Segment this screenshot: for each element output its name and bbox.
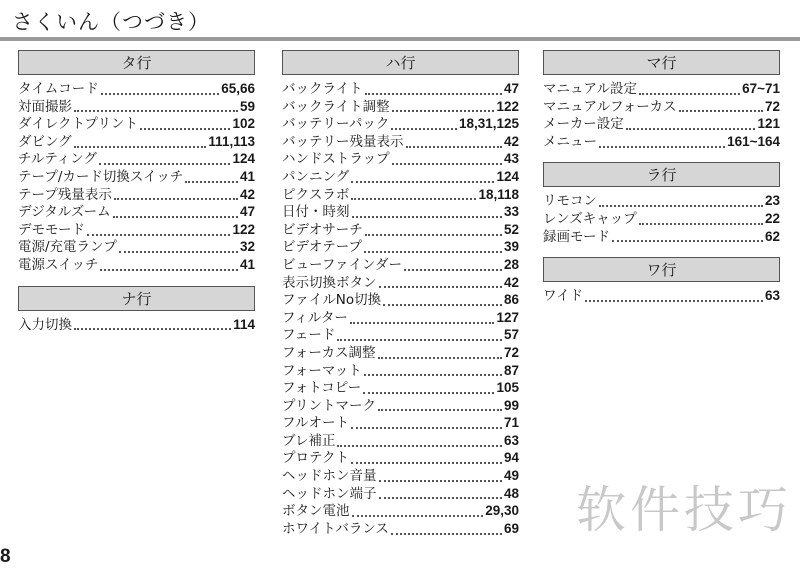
entry-term: マニュアル設定 [543,81,637,97]
leader-dots [351,423,502,429]
entry-term: ハンドストラップ [282,151,390,168]
index-entry [282,168,519,186]
leader-dots [140,124,230,130]
entry-page-ref: 65,66 [221,81,255,96]
leader-dots [639,219,763,225]
leader-dots [378,353,502,359]
entry-page-ref: 42 [503,133,519,149]
leader-dots [379,282,502,288]
leader-dots [74,106,238,112]
index-entry [18,186,255,204]
entry-page-ref: 39 [503,239,519,255]
index-entry [18,238,255,256]
section-heading: ワ行 [543,257,780,282]
leader-dots [391,124,457,130]
index-entry [282,80,519,98]
leader-dots [337,335,502,341]
index-entry [282,274,519,292]
entry-page-ref: 124 [232,151,255,167]
entry-page-ref: 127 [496,309,519,325]
entry-page-ref: 63 [503,432,519,448]
index-entry [282,467,519,485]
index-entry [18,221,255,239]
entry-term: レンズキャップ [543,210,637,227]
index-entry [543,133,780,151]
index-entry [18,115,255,133]
entry-page-ref: 62 [764,228,780,244]
index-entry [18,133,255,151]
index-entry [282,309,519,327]
index-entry [18,203,255,221]
entry-term: メニュー [543,133,597,150]
entry-page-ref: 69 [503,520,519,536]
entry-term: メーカー設定 [543,116,624,133]
entry-page-ref: 102 [232,116,255,132]
index-entry [282,115,519,133]
entry-term: 電源スイッチ [18,256,99,273]
entry-term: パンニング [282,168,350,185]
index-entry [282,98,519,116]
leader-dots [352,212,502,218]
entry-term: 電源/充電ランプ [18,239,118,256]
entry-term: プリントマーク [282,397,376,414]
index-section [282,50,519,537]
entry-page-ref: 63 [764,288,780,304]
entry-term: フォーカス調整 [282,344,376,361]
entry-page-ref: 59 [239,98,255,114]
index-entry [282,133,519,151]
index-entry [18,256,255,274]
entry-term: ビューファインダー [282,256,403,273]
index-section [18,50,255,274]
index-section [543,50,780,150]
index-entry [282,520,519,538]
entry-term: テープ/カード切換スイッチ [18,168,184,185]
entry-term: 入力切換 [18,316,72,333]
entry-term: フォーマット [282,362,362,379]
leader-dots [364,370,502,376]
index-entry [18,80,255,98]
entry-term: フルオート [282,415,349,432]
index-entry [543,80,780,98]
leader-dots [379,476,502,482]
entry-term: ダイレクトプリント [18,116,139,133]
section-heading: タ行 [18,50,255,75]
leader-dots [391,529,502,535]
entry-term: ビデオテープ [282,239,363,256]
leader-dots [74,142,207,148]
index-entry [18,316,255,334]
leader-dots [351,194,476,200]
index-entry [543,210,780,228]
index-entry [18,150,255,168]
entry-page-ref: 86 [503,292,519,308]
leader-dots [365,89,502,95]
index-entry [543,98,780,116]
entry-page-ref: 49 [503,468,519,484]
entry-term: タイムコード [18,81,99,97]
leader-dots [363,388,494,394]
entry-page-ref: 67~71 [742,81,780,96]
leader-dots [99,159,230,165]
index-entry [282,203,519,221]
entry-term: マニュアルフォーカス [543,98,677,115]
entry-term: デジタルズーム [18,204,111,221]
index-entry [282,502,519,520]
entry-term: 日付・時刻 [282,204,350,221]
entry-page-ref: 122 [496,98,519,114]
entry-term: バックライト調整 [282,98,390,115]
leader-dots [679,106,763,112]
index-entry [282,362,519,380]
entry-page-ref: 99 [503,397,519,413]
leader-dots [350,318,495,324]
entry-page-ref: 18,118 [478,186,519,202]
entry-page-ref: 33 [503,204,519,220]
entry-page-ref: 72 [503,344,519,360]
entry-term: 録画モード [543,228,610,245]
index-section [543,257,780,305]
entry-term: チルティング [18,151,97,168]
section-heading: マ行 [543,50,780,75]
entry-page-ref: 23 [764,193,780,209]
index-entry [282,414,519,432]
index-entry [282,326,519,344]
entry-term: ピクスラボ [282,186,350,203]
entry-term: ダビング [18,133,72,150]
entry-page-ref: 28 [503,256,519,272]
entry-page-ref: 47 [503,81,519,96]
leader-dots [392,159,502,165]
entry-term: ブレ補正 [282,432,336,449]
index-entry [18,168,255,186]
entry-page-ref: 22 [764,210,780,226]
entry-page-ref: 71 [503,415,519,431]
leader-dots [626,124,756,130]
entry-page-ref: 42 [503,274,519,290]
entry-term: ボタン電池 [282,503,350,520]
entry-term: バッテリーパック [282,116,390,133]
index-entry [282,256,519,274]
leader-dots [114,194,238,200]
leader-dots [383,300,502,306]
entry-term: フォトコピー [282,380,362,397]
leader-dots [365,230,502,236]
leader-dots [378,405,502,411]
index-entry [18,98,255,116]
leader-dots [119,247,238,253]
entry-page-ref: 52 [503,221,519,237]
leader-dots [612,236,763,242]
title-rule [0,37,800,41]
entry-term: バックライト [282,81,363,97]
entry-page-ref: 42 [239,186,255,202]
entry-page-ref: 105 [496,380,519,396]
entry-term: 表示切換ボタン [282,274,377,291]
leader-dots [599,201,763,207]
leader-dots [352,511,484,517]
index-column-3 [543,50,780,317]
entry-term: プロテクト [282,450,349,467]
entry-term: バッテリー残量表示 [282,133,404,150]
entry-term: ヘッドホン音量 [282,468,377,485]
entry-page-ref: 32 [239,239,255,255]
entry-term: ファイルNo切換 [282,292,382,309]
leader-dots [392,106,495,112]
index-entry [282,485,519,503]
entry-term: デモモード [18,221,85,238]
page-title: さくいん（つづき） [12,10,210,34]
leader-dots [639,89,740,95]
entry-page-ref: 57 [503,327,519,343]
index-entry [282,150,519,168]
entry-page-ref: 43 [503,151,519,167]
entry-page-ref: 121 [757,116,780,132]
entry-page-ref: 114 [233,316,255,332]
index-entry [543,192,780,210]
leader-dots [351,177,494,183]
index-entry [282,221,519,239]
leader-dots [87,230,231,236]
leader-dots [379,493,502,499]
page-number: 8 [0,546,11,567]
entry-term: リモコン [543,193,597,210]
leader-dots [599,142,725,148]
section-heading: ナ行 [18,286,255,311]
entry-page-ref: 87 [503,362,519,378]
index-entry [282,291,519,309]
entry-term: ワイド [543,288,584,305]
index-entry [282,432,519,450]
entry-term: ビデオサーチ [282,221,363,238]
entry-page-ref: 18,31,125 [458,116,519,132]
entry-page-ref: 48 [503,485,519,501]
section-heading: ラ行 [543,162,780,187]
entry-term: フィルター [282,309,348,326]
index-entry [543,287,780,305]
index-entry [282,238,519,256]
section-heading: ハ行 [282,50,519,75]
entry-page-ref: 124 [496,168,519,184]
index-entry [543,115,780,133]
entry-page-ref: 161~164 [727,133,780,149]
index-section [18,286,255,334]
index-entry [282,186,519,204]
index-section [543,162,780,245]
leader-dots [185,177,238,183]
index-entry [282,449,519,467]
index-entry [282,344,519,362]
leader-dots [74,324,231,330]
leader-dots [364,247,502,253]
entry-page-ref: 111,113 [208,133,255,149]
index-entry [282,379,519,397]
watermark: 软件技巧 [576,481,792,539]
entry-page-ref: 41 [239,256,255,272]
entry-page-ref: 47 [239,204,255,220]
entry-term: ヘッドホン端子 [282,485,377,502]
leader-dots [113,212,238,218]
leader-dots [351,458,502,464]
index-column-2 [282,50,519,549]
entry-page-ref: 122 [232,221,255,237]
index-entry [543,228,780,246]
leader-dots [101,89,219,95]
leader-dots [406,142,502,148]
entry-page-ref: 41 [239,168,255,184]
index-column-1 [18,50,255,345]
index-entry [282,397,519,415]
entry-term: テープ残量表示 [18,186,112,203]
leader-dots [585,296,763,302]
entry-page-ref: 29,30 [485,503,519,519]
entry-page-ref: 94 [503,450,519,466]
leader-dots [404,265,502,271]
entry-page-ref: 72 [764,98,780,114]
leader-dots [100,265,238,271]
entry-term: ホワイトバランス [282,520,389,537]
entry-term: 対面撮影 [18,98,72,115]
leader-dots [337,441,502,447]
entry-term: フェード [282,327,336,344]
